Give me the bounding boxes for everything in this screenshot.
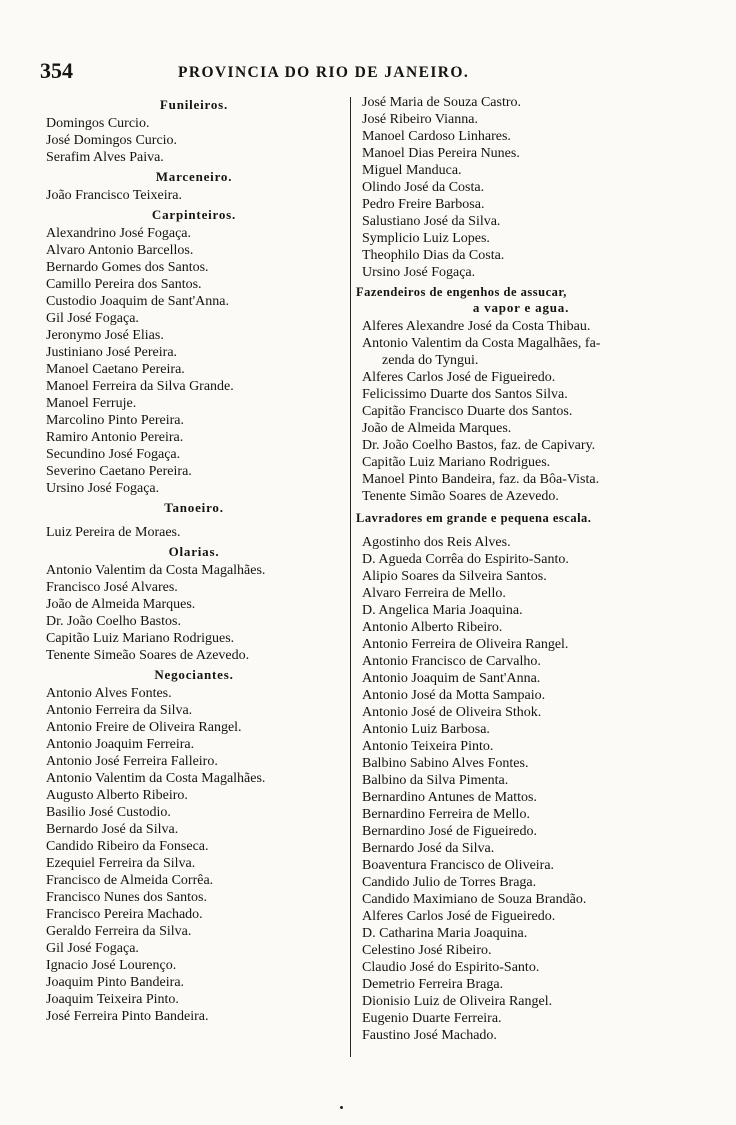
section-heading-fazendeiros: Fazendeiros de engenhos de assucar,: [356, 285, 567, 299]
list-entry: Manoel Cardoso Linhares.: [362, 129, 511, 144]
list-entry: Alvaro Antonio Barcellos.: [46, 243, 194, 258]
list-entry: Manoel Pinto Bandeira, faz. da Bôa-Vista.: [362, 472, 600, 487]
list-entry: Manoel Ferreira da Silva Grande.: [46, 379, 234, 394]
list-entry: João de Almeida Marques.: [362, 421, 512, 436]
list-entry: Serafim Alves Paiva.: [46, 150, 164, 165]
list-entry: Dr. João Coelho Bastos.: [46, 614, 181, 629]
list-entry: Ignacio José Lourenço.: [46, 958, 177, 973]
list-entry: Alferes Carlos José de Figueiredo.: [362, 909, 556, 924]
list-entry: Secundino José Fogaça.: [46, 447, 181, 462]
right-column: [356, 94, 686, 1066]
running-head: PROVINCIA DO RIO DE JANEIRO.: [178, 64, 470, 81]
list-entry: José Maria de Souza Castro.: [362, 95, 522, 110]
list-entry: Balbino Sabino Alves Fontes.: [362, 756, 529, 771]
list-entry: Capitão Luiz Mariano Rodrigues.: [362, 455, 551, 470]
list-entry: Salustiano José da Silva.: [362, 214, 501, 229]
section-heading: Negociantes.: [154, 667, 234, 682]
list-entry: Capitão Luiz Mariano Rodrigues.: [46, 631, 235, 646]
continued-list: [356, 94, 686, 281]
section-heading: Marceneiro.: [155, 169, 233, 184]
section-heading: Carpinteiros.: [151, 207, 237, 222]
list-entry: Ursino José Fogaça.: [46, 481, 160, 496]
section: [38, 168, 350, 204]
section: [38, 206, 350, 497]
list-entry: Ramiro Antonio Pereira.: [46, 430, 184, 445]
list-entry: Candido Julio de Torres Braga.: [362, 875, 537, 890]
list-entry: Antonio Joaquim Ferreira.: [46, 737, 195, 752]
page-header: [38, 56, 688, 86]
list-entry: Antonio Alberto Ribeiro.: [362, 620, 503, 635]
list-entry: Capitão Francisco Duarte dos Santos.: [362, 404, 573, 419]
list-entry: Antonio Ferreira da Silva.: [46, 703, 193, 718]
list-entry: Antonio José da Motta Sampaio.: [362, 688, 546, 703]
list-entry: Antonio Freire de Oliveira Rangel.: [46, 720, 242, 735]
list-entry: João de Almeida Marques.: [46, 597, 196, 612]
list-entry: Tenente Simeão Soares de Azevedo.: [46, 648, 250, 663]
list-entry: Alexandrino José Fogaça.: [46, 226, 192, 241]
list-entry: Felicissimo Duarte dos Santos Silva.: [362, 387, 568, 402]
section-heading: Funileiros.: [159, 97, 229, 112]
list-entry: Justiniano José Pereira.: [46, 345, 178, 360]
list-entry: Antonio Alves Fontes.: [46, 686, 172, 701]
list-entry: Symplicio Luiz Lopes.: [362, 231, 490, 246]
list-entry: Joaquim Teixeira Pinto.: [46, 992, 179, 1007]
column-divider: [350, 97, 351, 1057]
list-entry: Demetrio Ferreira Braga.: [362, 977, 504, 992]
section: [38, 543, 350, 664]
list-entry: Antonio José de Oliveira Sthok.: [362, 705, 542, 720]
section: [38, 96, 350, 166]
list-entry: Antonio Francisco de Carvalho.: [362, 654, 541, 669]
list-entry: Eugenio Duarte Ferreira.: [362, 1011, 502, 1026]
list-entry: Antonio Valentim da Costa Magalhães.: [46, 563, 266, 578]
list-entry: Balbino da Silva Pimenta.: [362, 773, 509, 788]
list-entry: José Ferreira Pinto Bandeira.: [46, 1009, 209, 1024]
list-entry: Augusto Alberto Ribeiro.: [46, 788, 188, 803]
list-entry: Severino Caetano Pereira.: [46, 464, 192, 479]
list-entry: Manoel Ferruje.: [46, 396, 137, 411]
list-entry: Alferes Carlos José de Figueiredo.: [362, 370, 556, 385]
page-number: 354: [40, 58, 73, 83]
list-entry: Bernardino Ferreira de Mello.: [362, 807, 530, 822]
section-heading-fazendeiros-cont: a vapor e agua.: [472, 300, 570, 315]
list-entry: Francisco Nunes dos Santos.: [46, 890, 207, 905]
list-entry: Geraldo Ferreira da Silva.: [46, 924, 192, 939]
list-entry: João Francisco Teixeira.: [46, 188, 182, 203]
list-entry: Antonio Valentim da Costa Magalhães.: [46, 771, 266, 786]
page-mark: [340, 1106, 343, 1109]
list-entry: Antonio Joaquim de Sant'Anna.: [362, 671, 541, 686]
list-entry: Jeronymo José Elias.: [46, 328, 164, 343]
list-entry: Francisco Pereira Machado.: [46, 907, 203, 922]
section: [38, 666, 350, 1025]
list-entry: Tenente Simão Soares de Azevedo.: [362, 489, 559, 504]
list-entry: Antonio Ferreira de Oliveira Rangel.: [362, 637, 569, 652]
list-entry: Francisco de Almeida Corrêa.: [46, 873, 214, 888]
section-heading: Olarias.: [168, 544, 220, 559]
list-entry: Agostinho dos Reis Alves.: [362, 535, 511, 550]
list-entry: Manoel Dias Pereira Nunes.: [362, 146, 520, 161]
left-column: [38, 94, 350, 1066]
list-entry: Boaventura Francisco de Oliveira.: [362, 858, 555, 873]
section-heading-lavradores: Lavradores em grande e pequena escala.: [356, 511, 592, 525]
list-entry: Gil José Fogaça.: [46, 941, 139, 956]
list-entry: Dionisio Luiz de Oliveira Rangel.: [362, 994, 553, 1009]
list-entry: Marcolino Pinto Pereira.: [46, 413, 185, 428]
list-entry: Bernardino Antunes de Mattos.: [362, 790, 537, 805]
list-entry: José Ribeiro Vianna.: [362, 112, 478, 127]
list-entry: Alipio Soares da Silveira Santos.: [362, 569, 547, 584]
list-entry: Luiz Pereira de Moraes.: [46, 525, 181, 540]
list-entry: Domingos Curcio.: [46, 116, 150, 131]
section: [38, 499, 350, 541]
list-entry: Camillo Pereira dos Santos.: [46, 277, 202, 292]
list-entry: Candido Maximiano de Souza Brandão.: [362, 892, 587, 907]
list-entry: Theophilo Dias da Costa.: [362, 248, 505, 263]
list-entry: Gil José Fogaça.: [46, 311, 139, 326]
list-entry: Antonio Teixeira Pinto.: [362, 739, 494, 754]
list-entry: Alvaro Ferreira de Mello.: [362, 586, 506, 601]
fazendeiros-list: [356, 318, 686, 505]
list-entry: Ursino José Fogaça.: [362, 265, 476, 280]
list-entry: Bernardino José de Figueiredo.: [362, 824, 537, 839]
list-entry: Antonio Valentim da Costa Magalhães, fa-: [362, 336, 601, 351]
lavradores-list: [356, 534, 686, 1044]
list-entry: zenda do Tyngui.: [382, 353, 479, 368]
list-entry: Custodio Joaquim de Sant'Anna.: [46, 294, 229, 309]
list-entry: Manoel Caetano Pereira.: [46, 362, 185, 377]
list-entry: Joaquim Pinto Bandeira.: [46, 975, 185, 990]
list-entry: Celestino José Ribeiro.: [362, 943, 492, 958]
list-entry: Claudio José do Espirito-Santo.: [362, 960, 540, 975]
list-entry: Basilio José Custodio.: [46, 805, 171, 820]
list-entry: José Domingos Curcio.: [46, 133, 178, 148]
section-heading: Tanoeiro.: [164, 500, 224, 515]
list-entry: Candido Ribeiro da Fonseca.: [46, 839, 209, 854]
list-entry: Alferes Alexandre José da Costa Thibau.: [362, 319, 591, 334]
list-entry: Olindo José da Costa.: [362, 180, 485, 195]
list-entry: Antonio Luiz Barbosa.: [362, 722, 490, 737]
list-entry: Antonio José Ferreira Falleiro.: [46, 754, 218, 769]
list-entry: Pedro Freire Barbosa.: [362, 197, 485, 212]
list-entry: Francisco José Alvares.: [46, 580, 178, 595]
list-entry: Ezequiel Ferreira da Silva.: [46, 856, 196, 871]
list-entry: Miguel Manduca.: [362, 163, 462, 178]
list-entry: D. Angelica Maria Joaquina.: [362, 603, 523, 618]
list-entry: Bernardo José da Silva.: [46, 822, 179, 837]
list-entry: Bernardo José da Silva.: [362, 841, 495, 856]
list-entry: D. Catharina Maria Joaquina.: [362, 926, 528, 941]
list-entry: Bernardo Gomes dos Santos.: [46, 260, 209, 275]
list-entry: Faustino José Machado.: [362, 1028, 497, 1043]
list-entry: D. Agueda Corrêa do Espirito-Santo.: [362, 552, 569, 567]
list-entry: Dr. João Coelho Bastos, faz. de Capivary.: [362, 438, 596, 453]
